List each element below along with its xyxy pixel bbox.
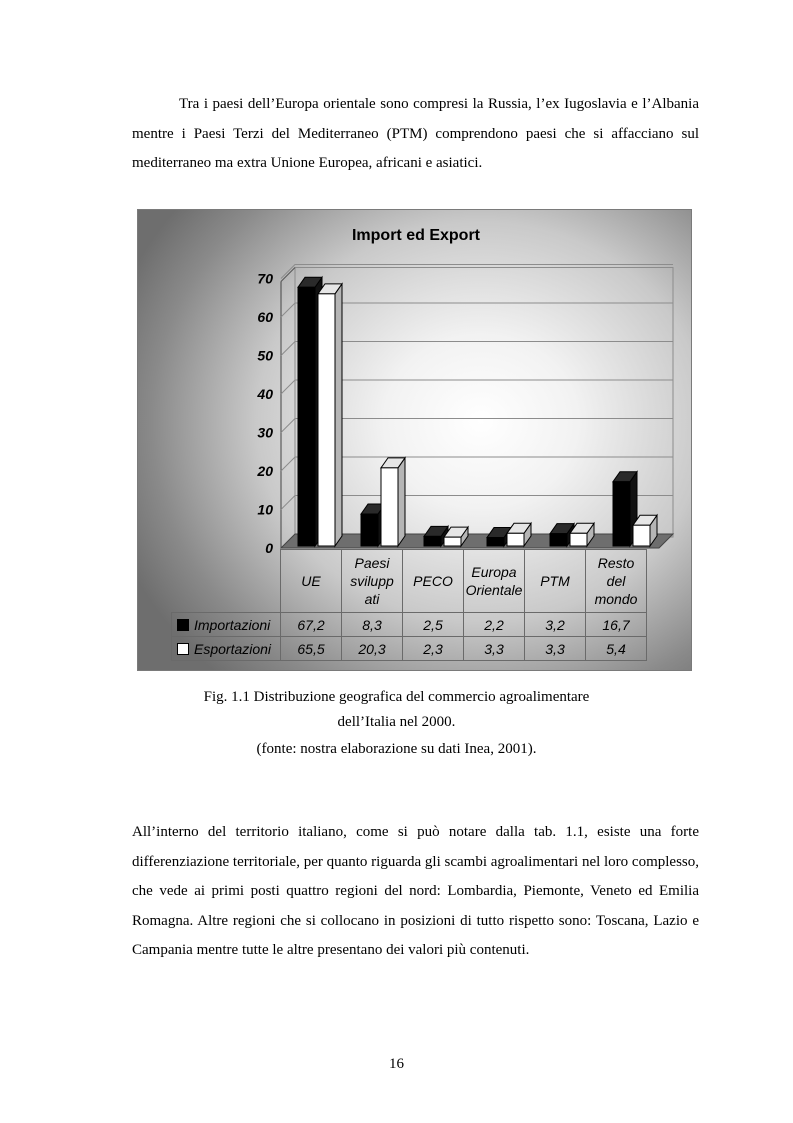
y-tick-label: 30	[257, 424, 273, 441]
bar-esportazioni	[633, 525, 650, 546]
category-label: PTM	[525, 550, 586, 613]
figure-caption-line-2: dell’Italia nel 2000.	[337, 714, 456, 730]
chart-title: Import ed Export	[351, 227, 481, 244]
y-tick-label: 50	[257, 347, 273, 364]
white-square-icon	[177, 643, 189, 655]
data-label: 5,4	[586, 637, 647, 661]
y-tick-label: 0	[265, 540, 273, 556]
bar-importazioni	[550, 534, 567, 546]
importazioni-row	[172, 613, 647, 637]
data-label: 3,2	[525, 613, 586, 637]
category-label: Resto del mondo	[586, 550, 647, 613]
data-label: 3,3	[525, 637, 586, 661]
bar-esportazioni	[444, 537, 461, 546]
bar-importazioni	[424, 536, 441, 546]
plot-side-wall-edge	[281, 268, 295, 282]
esportazioni-row	[172, 637, 647, 661]
y-tick-label: 40	[257, 386, 273, 402]
category-row	[172, 550, 647, 613]
bar-importazioni	[298, 287, 315, 546]
chart-data-table	[171, 549, 647, 661]
body-paragraph: All’interno del territorio italiano, come si può notare dalla tab. 1.1, esiste una forte differenziazione territoriale, per quanto riguarda gli scambi agroalimentari nel loro complesso, che vede ai primi posti quattro regioni del nord: Lombardia, Piemonte, Veneto ed Emilia Romagna. Altre regioni che si collocano in posizioni di tutto rispetto sono: Toscana, Lazio e Campania mentre tutte le altre presentano dei valori più contenuti.	[132, 824, 700, 958]
data-label: 65,5	[281, 637, 342, 661]
bar-esportazioni	[318, 294, 335, 546]
y-tick-label: 20	[257, 463, 273, 479]
data-label: 2,5	[403, 613, 464, 637]
bar-importazioni	[487, 538, 504, 546]
y-tick-label: 10	[257, 501, 273, 518]
data-label: 20,3	[342, 637, 403, 661]
bar-esportazioni	[507, 533, 524, 546]
bar-esportazioni	[570, 533, 587, 546]
bar-side	[335, 284, 342, 546]
bar-side	[398, 458, 405, 546]
data-label: 16,7	[586, 613, 647, 637]
y-tick-label: 60	[257, 309, 273, 325]
intro-paragraph: Tra i paesi dell’Europa orientale sono compresi la Russia, l’ex Iugoslavia e l’Albania mentre i Paesi Terzi del Mediterraneo (PTM) comprendono paesi che si affacciano sul mediterraneo ma extra Unione Europea, africani e asiatici.	[132, 96, 699, 171]
y-tick-label: 70	[257, 270, 273, 287]
legend-entry-esportazioni: Esportazioni	[172, 637, 281, 661]
category-label: UE	[281, 550, 342, 613]
category-label: Paesi svilupp​ati	[342, 550, 403, 613]
bar-importazioni	[361, 514, 378, 546]
data-label: 2,2	[464, 613, 525, 637]
data-label: 67,2	[281, 613, 342, 637]
figure-caption-source: (fonte: nostra elaborazione su dati Inea, 2001).	[256, 741, 537, 757]
legend-entry-importazioni: Importazioni	[172, 613, 281, 637]
bar-esportazioni	[381, 468, 398, 546]
figure-caption-line-1: Fig. 1.1 Distribuzione geografica del commercio agroalimentare	[203, 689, 590, 705]
category-label: PECO	[403, 550, 464, 613]
data-label: 8,3	[342, 613, 403, 637]
data-label: 3,3	[464, 637, 525, 661]
category-label: Europa Oriental​e	[464, 550, 525, 613]
data-label: 2,3	[403, 637, 464, 661]
bar-importazioni	[613, 482, 630, 546]
y-gridline	[281, 265, 673, 279]
page-number: 16	[389, 1056, 404, 1072]
black-square-icon	[177, 619, 189, 631]
